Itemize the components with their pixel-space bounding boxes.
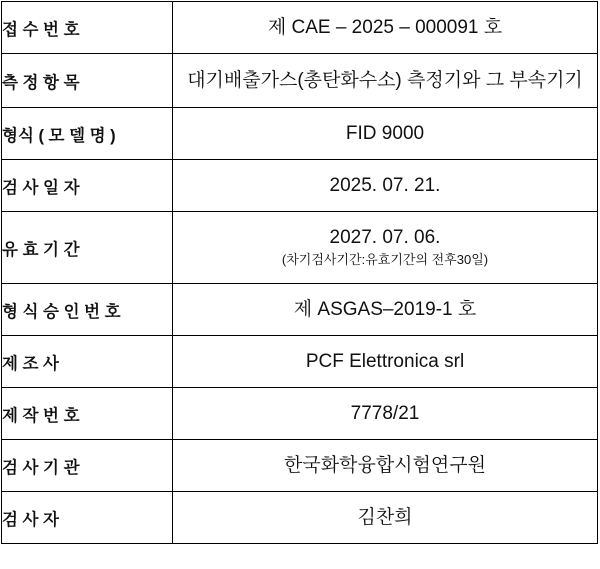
row-value-text: 제 CAE – 2025 – 000091 호: [267, 16, 503, 38]
row-label-manufacturer: 제 조 사: [2, 336, 173, 388]
row-value-subtext: (차기검사기간:유효기간의 전후30일): [281, 251, 489, 267]
row-label-validity-period: 유 효 기 간: [2, 212, 173, 284]
row-value-measurement-item: [173, 54, 598, 108]
table-row: [2, 284, 598, 336]
table-row: [2, 388, 598, 440]
table-row: [2, 336, 598, 388]
row-value-validity-period: [173, 212, 598, 284]
row-value-inspection-date: [173, 160, 598, 212]
row-label-measurement-item: 측 정 항 목: [2, 54, 173, 108]
row-label-inspection-date: 검 사 일 자: [2, 160, 173, 212]
table-row: [2, 440, 598, 492]
row-label-inspection-agency: 검 사 기 관: [2, 440, 173, 492]
table-row: [2, 160, 598, 212]
row-value-text: 대기배출가스(총탄화수소) 측정기와 그 부속기기: [187, 69, 583, 91]
row-label-inspector: 검 사 자: [2, 492, 173, 544]
row-label-serial-number: 제 작 번 호: [2, 388, 173, 440]
row-value-text: 2027. 07. 06.: [329, 227, 441, 249]
row-value-text: PCF Elettronica srl: [305, 350, 465, 372]
row-value-type-approval-number: [173, 284, 598, 336]
row-value-text: 한국화학융합시험연구원: [284, 454, 486, 476]
row-value-text: 제 ASGAS–2019-1 호: [293, 298, 477, 320]
row-label-receipt-number: 접 수 번 호: [2, 2, 173, 54]
table-row: [2, 212, 598, 284]
table-row: [2, 54, 598, 108]
row-label-model-name: 형식 ( 모 델 명 ): [2, 108, 173, 160]
row-value-text: 2025. 07. 21.: [329, 174, 441, 196]
row-value-receipt-number: [173, 2, 598, 54]
table-row: [2, 492, 598, 544]
table-row: [2, 2, 598, 54]
row-value-inspector: [173, 492, 598, 544]
table-row: [2, 108, 598, 160]
row-value-inspection-agency: [173, 440, 598, 492]
row-value-manufacturer: [173, 336, 598, 388]
row-label-type-approval-number: 형 식 승 인 번 호: [2, 284, 173, 336]
row-value-serial-number: [173, 388, 598, 440]
row-value-text: FID 9000: [345, 122, 425, 144]
row-value-model-name: [173, 108, 598, 160]
row-value-text: 김찬희: [357, 506, 413, 528]
row-value-text: 7778/21: [350, 402, 420, 424]
certificate-table: [1, 1, 598, 544]
